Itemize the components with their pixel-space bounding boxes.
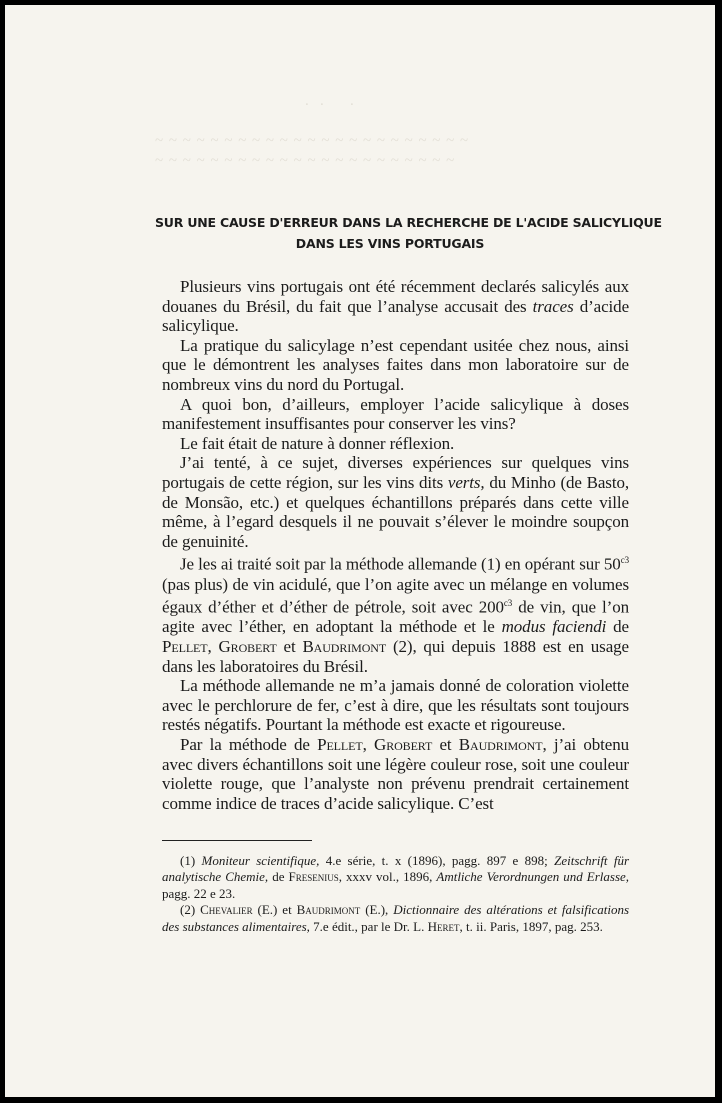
paragraph: Le fait était de nature à donner réflexion. <box>180 433 455 453</box>
author-name: Grobert <box>218 637 277 656</box>
text-run: , j’ai obtenu avec divers échantillons soit une légère couleur rose, soit une couleur violette rouge, que l’analyste non prévenu prendrait certainement comme indice de traces d’acide salicylique. C’est <box>162 734 630 813</box>
text-run: , <box>207 637 212 656</box>
text-run: et <box>283 637 296 656</box>
italic-text: Amtliche Verordnungen und Erlasse, <box>436 869 630 885</box>
text-run: pagg. 22 e 23. <box>162 885 236 901</box>
bleed-through-decoration: ~ ~ ~ ~ ~ ~ ~ ~ ~ ~ ~ ~ ~ ~ ~ ~ ~ ~ ~ ~ ~ ~ <box>155 153 456 169</box>
text-run: , <box>362 734 367 754</box>
text-run: Par la méthode de <box>180 734 310 754</box>
paragraph: A quoi bon, d’ailleurs, employer l’acide salicylique à doses manifestement insuffisantes pour conserver les vins? <box>162 394 629 434</box>
footnotes <box>162 853 629 935</box>
text-run: 7.e édit., par le Dr. L. <box>313 918 425 934</box>
footnote-marker: (2) <box>180 902 196 918</box>
footnote <box>162 853 629 902</box>
author-name: Grobert <box>374 734 433 754</box>
paragraph <box>162 277 629 336</box>
text-run: , xxxv vol., 1896, <box>338 869 433 885</box>
text-run: de <box>272 869 285 885</box>
text-run: (pas plus) de vin acidulé, que l’on agite avec un mélange en volumes égaux d’éther et d’éther de pétrole, soit avec 200 <box>162 574 629 617</box>
author-name: Baudrimont <box>302 637 387 656</box>
article-title <box>155 212 662 254</box>
italic-text: Moniteur scientifique, <box>201 853 320 868</box>
text-run: , t. ii. Paris, 1897, pag. 253. <box>459 918 603 934</box>
title-line: SUR UNE CAUSE D'ERREUR DANS LA RECHERCHE DE L'ACIDE SALICYLIQUE <box>155 215 662 230</box>
text-run: et <box>439 734 452 754</box>
italic-text: verts, <box>447 472 485 492</box>
superscript: c3 <box>503 598 513 609</box>
author-name: Pellet <box>317 734 363 754</box>
paragraph: La pratique du salicylage n’est cependant usitée chez nous, ainsi que le démontrent les analyses faites dans mon laboratoire sur de nombreux vins du nord du Portugal. <box>162 335 629 394</box>
italic-text: modus faciendi <box>501 617 607 637</box>
italic-text: Dictionnaire des altérations et falsifications des substances alimentaires, <box>162 902 630 934</box>
footnote-divider <box>162 840 312 841</box>
text-run: du Minho (de Basto, de Monsão, etc.) et quelques échantillons préparés dans cette ville même, à l’egard desquels il ne pouvait s’élever le moindre soupçon de genuinité. <box>162 472 629 551</box>
footnote <box>162 902 629 935</box>
text-run: d’acide salicylique. <box>162 296 630 336</box>
italic-text: Zeitschrift für analytische Chemie, <box>162 853 630 885</box>
author-name: Baudrimont <box>296 902 361 918</box>
title-line: DANS LES VINS PORTUGAIS <box>295 236 485 251</box>
text-run: (E.), <box>365 902 389 918</box>
text-run: J’ai tenté, à ce sujet, diverses expériences sur quelques vins portugais de cette région, sur les vins dits <box>162 453 629 492</box>
text-run: de vin, que l’on agite avec l’éther, en adoptant la méthode et le <box>162 597 630 637</box>
footnote-marker: (1) <box>180 853 196 868</box>
author-name: Baudrimont <box>458 734 543 754</box>
bleed-through-decoration: . . . <box>305 93 354 109</box>
scanned-page <box>5 5 715 1097</box>
author-name: Chevalier <box>200 902 253 918</box>
author-name: Pellet <box>162 637 208 656</box>
author-name: Fresenius <box>288 869 339 885</box>
bleed-through-decoration: ~ ~ ~ ~ ~ ~ ~ ~ ~ ~ ~ ~ ~ ~ ~ ~ ~ ~ ~ ~ ~ ~ ~ <box>155 133 470 149</box>
text-run: Plusieurs vins portugais ont été récemment declarés salicylés aux douanes du Brésil, du fait que l’analyse accusait des <box>162 277 629 316</box>
text-run: (E.) et <box>257 902 292 918</box>
article-body <box>162 277 629 813</box>
italic-text: traces <box>532 296 574 316</box>
paragraph <box>162 551 629 676</box>
text-run: (2), qui depuis 1888 est en usage dans les laboratoires du Brésil. <box>162 637 629 676</box>
superscript: c3 <box>620 555 629 566</box>
text-run: Je les ai traité soit par la méthode allemande (1) en opérant sur 50 <box>180 554 621 574</box>
author-name: Heret <box>427 918 460 934</box>
paragraph <box>162 453 629 551</box>
paragraph: La méthode allemande ne m’a jamais donné de coloration violette avec le perchlorure de fer, c’est à dire, que les résultats sont toujours restés négatifs. Pourtant la méthode est exacte et rigoureuse. <box>162 676 629 735</box>
text-run: de <box>613 617 629 637</box>
text-run: 4.e série, t. x (1896), pagg. 897 e 898; <box>325 853 548 868</box>
paragraph <box>162 735 629 813</box>
